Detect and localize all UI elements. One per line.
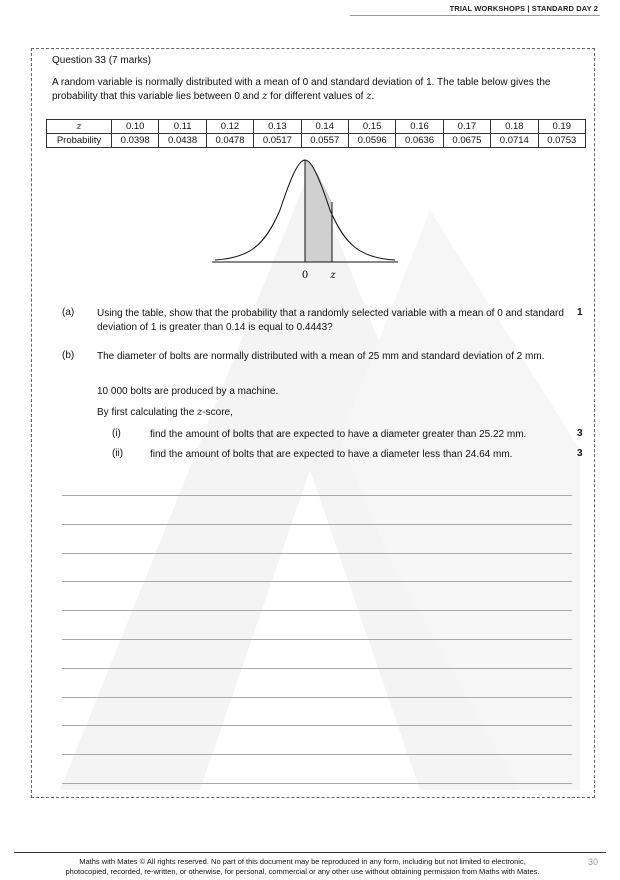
- axis-label-zero: 0: [301, 270, 309, 281]
- probability-cell: 0.0636: [396, 134, 443, 148]
- probability-row-header: Probability: [47, 134, 112, 148]
- answer-line[interactable]: [62, 611, 572, 640]
- probability-cell: 0.0478: [206, 134, 253, 148]
- answer-line[interactable]: [62, 726, 572, 755]
- answer-lines: [62, 495, 572, 784]
- z-cell: 0.19: [538, 120, 585, 134]
- page-number: 30: [587, 857, 598, 867]
- shaded-region: [305, 160, 332, 262]
- footer-copyright: [30, 857, 575, 877]
- probability-row: [47, 134, 586, 148]
- probability-cell: 0.0557: [301, 134, 348, 148]
- part-a-label: (a): [62, 307, 75, 318]
- z-cell: 0.10: [112, 120, 159, 134]
- probability-cell: 0.0438: [159, 134, 206, 148]
- answer-line[interactable]: [62, 496, 572, 525]
- part-b-i-text: find the amount of bolts that are expected to have a diameter greater than 25.22 mm.: [150, 429, 527, 440]
- z-cell: 0.17: [443, 120, 490, 134]
- part-b-ii-marks: 3: [577, 448, 583, 459]
- part-b-i-marks: 3: [577, 428, 583, 439]
- part-b-label: (b): [62, 350, 75, 361]
- probability-cell: 0.0714: [491, 134, 538, 148]
- normal-curve-diagram: [210, 150, 400, 290]
- answer-line[interactable]: [62, 698, 572, 727]
- axis-label-z: z: [330, 270, 336, 281]
- answer-line[interactable]: [62, 525, 572, 554]
- question-intro: A random variable is normally distributed with a mean of 0 and standard deviation of 1. The table below gives the probability that this variable lies between 0 and z for different values of z.: [52, 77, 551, 102]
- answer-line[interactable]: [62, 640, 572, 669]
- answer-line[interactable]: [62, 554, 572, 583]
- question-title: Question 33 (7 marks): [52, 55, 151, 66]
- footer-line-2: photocopied, recorded, re-written, or otherwise, for personal, commercial or any other use without obtaining permission from Maths with Mates.: [65, 867, 540, 876]
- part-a-text: Using the table, show that the probability that a randomly selected variable with a mean of 0 and standard deviation of 1 is greater than 0.14 is equal to 0.4443?: [97, 308, 564, 333]
- probability-cell: 0.0753: [538, 134, 585, 148]
- z-cell: 0.18: [491, 120, 538, 134]
- footer-line-1: Maths with Mates © All rights reserved. No part of this document may be reproduced in any form, including but not limited to electronic,: [79, 857, 526, 866]
- probability-cell: 0.0675: [443, 134, 490, 148]
- z-cell: 0.11: [159, 120, 206, 134]
- z-cell: 0.16: [396, 120, 443, 134]
- answer-line[interactable]: [62, 669, 572, 698]
- z-cell: 0.14: [301, 120, 348, 134]
- part-a-marks: 1: [577, 307, 583, 318]
- z-cell: 0.12: [206, 120, 253, 134]
- answer-line[interactable]: [62, 755, 572, 784]
- z-row-header: z: [47, 120, 112, 134]
- header-tag: TRIAL WORKSHOPS | STANDARD DAY 2: [449, 4, 598, 13]
- probability-cell: 0.0596: [348, 134, 395, 148]
- z-cell: 0.13: [254, 120, 301, 134]
- z-cell: 0.15: [348, 120, 395, 134]
- part-b-line2: 10 000 bolts are produced by a machine.: [97, 386, 279, 397]
- part-b-line3: By first calculating the z-score,: [97, 407, 233, 418]
- answer-line[interactable]: [62, 582, 572, 611]
- probability-table: [46, 119, 586, 148]
- z-row: [47, 120, 586, 134]
- probability-cell: 0.0517: [254, 134, 301, 148]
- header-rule: [350, 15, 600, 16]
- part-b-ii-text: find the amount of bolts that are expected to have a diameter less than 24.64 mm.: [150, 449, 513, 460]
- probability-cell: 0.0398: [112, 134, 159, 148]
- part-b-i-label: (i): [112, 428, 121, 439]
- part-b-text: The diameter of bolts are normally distributed with a mean of 25 mm and standard deviation of 2 mm.: [97, 351, 545, 362]
- part-b-ii-label: (ii): [112, 448, 124, 459]
- footer-rule: [14, 852, 606, 853]
